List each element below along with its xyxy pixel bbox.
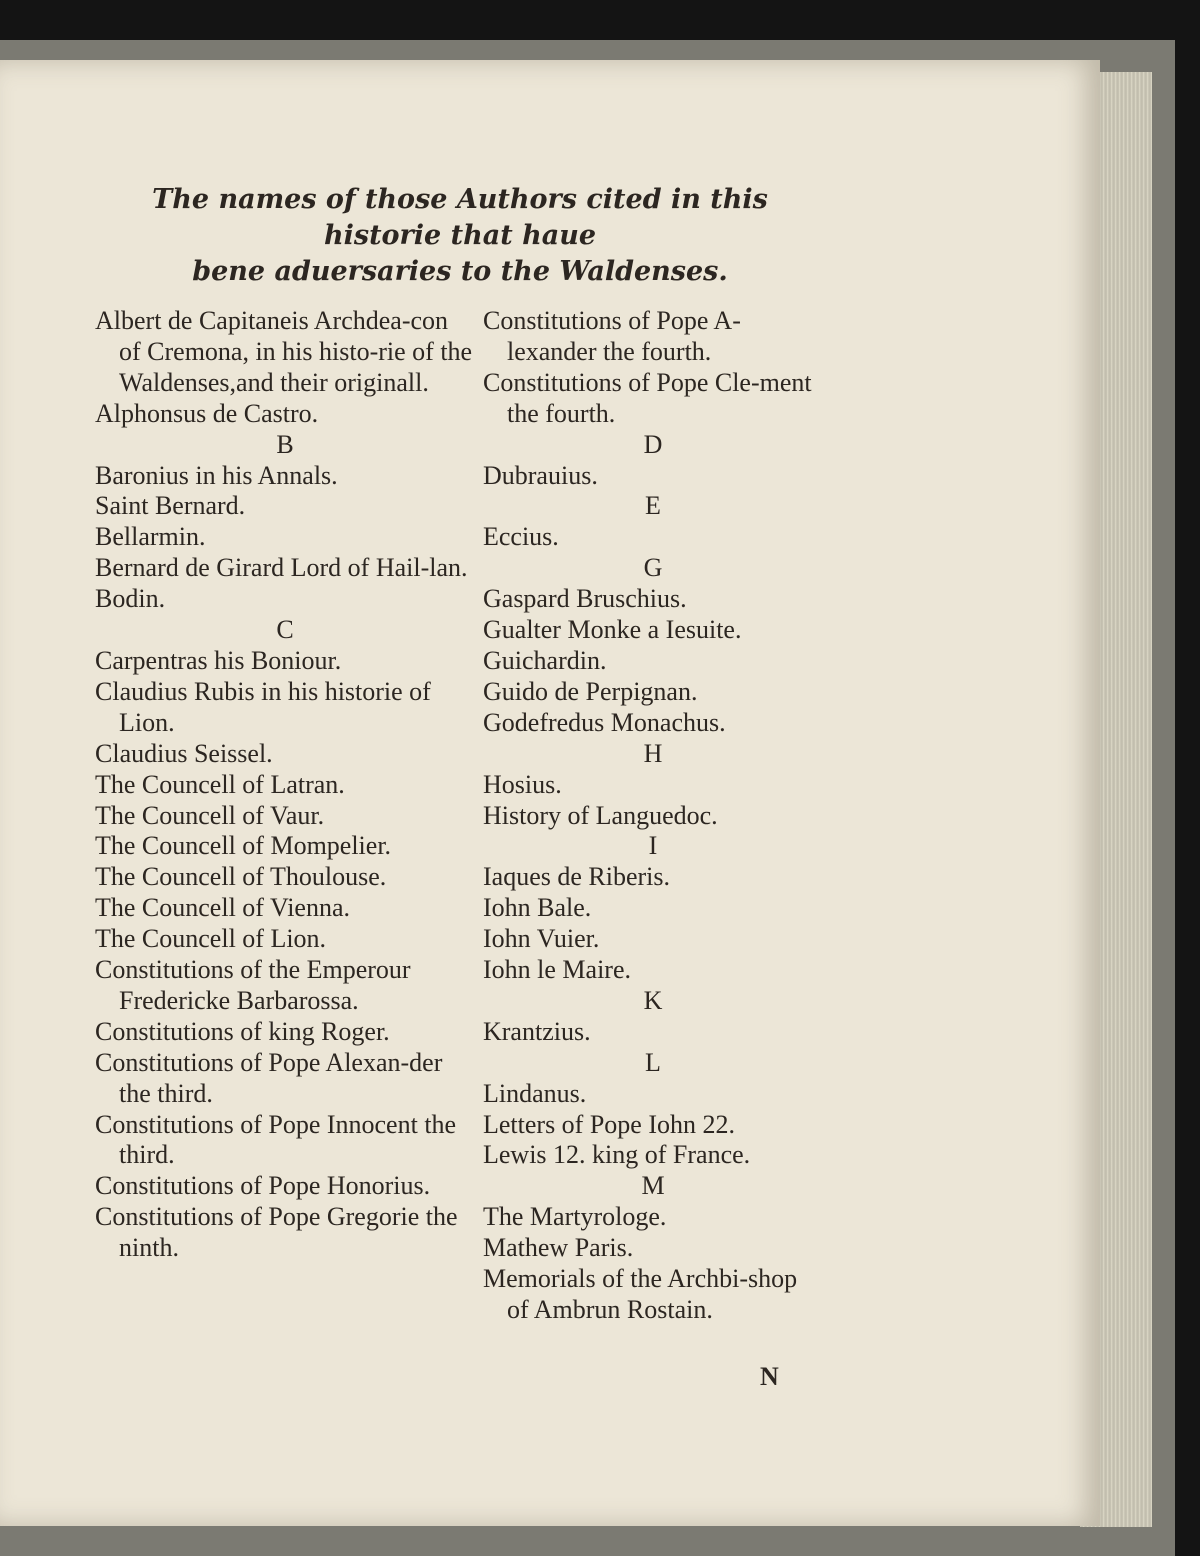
author-entry: Letters of Pope Iohn 22.	[483, 1109, 736, 1139]
section-letter: E	[645, 491, 661, 521]
author-entry: Claudius Rubis in his historie of Lion.	[95, 676, 431, 737]
author-entry: Iaques de Riberis.	[483, 862, 671, 892]
author-entry: Baronius in his Annals.	[95, 460, 338, 490]
author-entry: Constitutions of king Roger.	[95, 1016, 390, 1046]
author-entry: Carpentras his Boniour.	[95, 645, 342, 675]
author-entry: The Councell of Lion.	[95, 924, 327, 954]
catchword: N	[760, 1362, 779, 1391]
author-entry: The Councell of Mompelier.	[95, 831, 392, 861]
author-entry: Mathew Paris.	[483, 1233, 634, 1263]
author-entry: Iohn Vuier.	[483, 924, 600, 954]
author-entry: The Councell of Vienna.	[95, 893, 350, 923]
section-letter: L	[645, 1047, 661, 1077]
page-title	[90, 182, 830, 290]
author-entry: The Councell of Vaur.	[95, 800, 325, 830]
section-letter: I	[648, 831, 658, 861]
author-entry: Bellarmin.	[95, 522, 206, 552]
author-entry: Lewis 12. king of France.	[483, 1140, 751, 1170]
author-entry: Saint Bernard.	[95, 491, 246, 521]
section-letter: H	[643, 738, 663, 768]
section-letter: G	[643, 553, 663, 583]
author-entry: Gaspard Bruschius.	[483, 584, 687, 614]
section-letter: M	[641, 1171, 665, 1201]
author-entry: Constitutions of Pope Innocent the third.	[95, 1109, 457, 1170]
author-entry: Constitutions of Pope Honorius.	[95, 1171, 431, 1201]
author-entry: The Councell of Thoulouse.	[95, 862, 387, 892]
author-entry: Claudius Seissel.	[95, 738, 273, 768]
author-entry: The Councell of Latran.	[95, 769, 345, 799]
author-entry: Bodin.	[95, 584, 166, 614]
title-line-1: The names of those Authors cited in this historie that haue	[152, 184, 768, 251]
author-entry: Constitutions of Pope Gregorie the ninth.	[95, 1202, 458, 1263]
section-letter: B	[276, 429, 294, 459]
author-entry: Godefredus Monachus.	[483, 707, 726, 737]
author-entry: Gualter Monke a Iesuite.	[483, 615, 742, 645]
author-entry: Dubrauius.	[483, 460, 598, 490]
left-column	[95, 306, 475, 1264]
author-entry: Lindanus.	[483, 1078, 587, 1108]
section-letter: D	[643, 429, 663, 459]
author-entry: Iohn le Maire.	[483, 955, 632, 985]
author-entry: Krantzius.	[483, 1016, 591, 1046]
author-entry: Eccius.	[483, 522, 559, 552]
author-entry: The Martyrologe.	[483, 1202, 667, 1232]
author-entry: Guichardin.	[483, 645, 607, 675]
author-entry: History of Languedoc.	[483, 800, 718, 830]
author-entry: Albert de Capitaneis Archdea-con of Cremona, in his histo-rie of the Waldenses,and their originall.	[95, 306, 473, 397]
author-entry: Memorials of the Archbi-shop of Ambrun Rostain.	[483, 1264, 798, 1324]
author-entry: Bernard de Girard Lord of Hail-lan.	[95, 553, 468, 583]
author-entry: Constitutions of Pope Cle-ment the fourth.	[483, 367, 812, 428]
author-entry: Constitutions of the Emperour Fredericke Barbarossa.	[95, 955, 411, 1015]
section-letter: C	[276, 615, 294, 645]
author-entry: Guido de Perpignan.	[483, 676, 698, 706]
author-entry: Iohn Bale.	[483, 893, 592, 923]
title-line-2: bene aduersaries to the Waldenses.	[192, 256, 728, 287]
author-entry: Alphonsus de Castro.	[95, 398, 319, 428]
right-column	[483, 306, 823, 1326]
author-entry: Constitutions of Pope Alexan-der the third.	[95, 1047, 443, 1108]
author-entry: Constitutions of Pope A-lexander the fourth.	[483, 306, 741, 366]
author-entry: Hosius.	[483, 769, 562, 799]
section-letter: K	[643, 985, 663, 1015]
